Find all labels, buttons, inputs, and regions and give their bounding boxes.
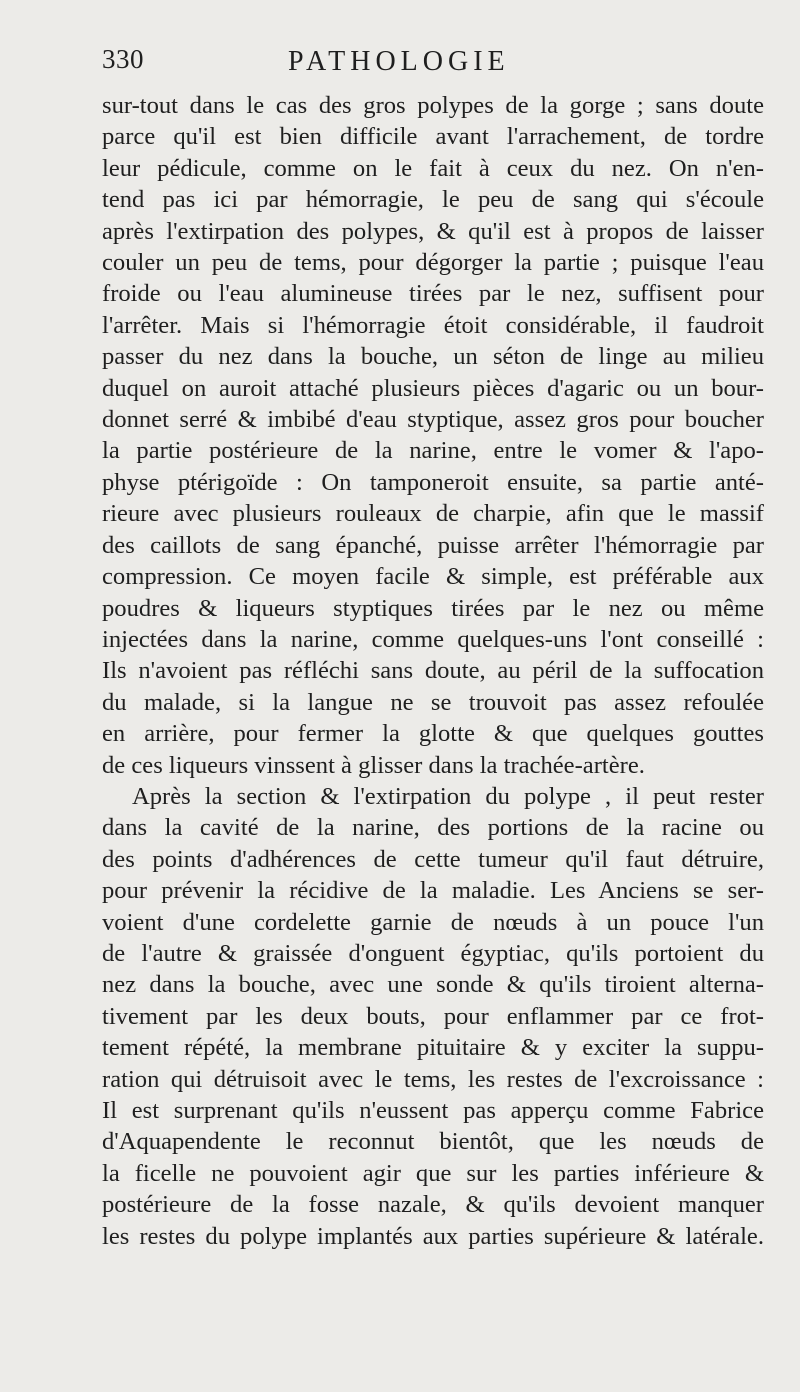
text-line: donnet serré & imbibé d'eau styptique, assez gros pour boucher	[102, 406, 764, 434]
text-line: compression. Ce moyen facile & simple, est préférable aux	[102, 563, 764, 591]
text-line: froide ou l'eau alumineuse tirées par le nez, suffisent pour	[102, 280, 764, 308]
text-line: passer du nez dans la bouche, un séton de linge au milieu	[102, 343, 764, 371]
page-number: 330	[102, 44, 144, 74]
text-line: de ces liqueurs vinssent à glisser dans la trachée-artère.	[102, 751, 645, 779]
page-header	[102, 44, 764, 90]
running-title: PATHOLOGIE	[288, 46, 510, 77]
text-line: du malade, si la langue ne se trouvoit pas assez refoulée	[102, 688, 764, 716]
text-line: duquel on auroit attaché plusieurs pièces d'agaric ou un bour-	[102, 374, 764, 402]
text-line: Il est surprenant qu'ils n'eussent pas apperçu comme Fabrice	[102, 1097, 764, 1124]
text-line: tivement par les deux bouts, pour enflammer par ce frot-	[102, 1002, 764, 1030]
text-line: postérieure de la fosse nazale, & qu'ils devoient manquer	[102, 1191, 764, 1219]
text-line: la partie postérieure de la narine, entre le vomer & l'apo-	[102, 437, 764, 465]
text-line: couler un peu de tems, pour dégorger la partie ; puisque l'eau	[102, 249, 764, 277]
text-line: ration qui détruisoit avec le tems, les restes de l'excroissance :	[102, 1065, 764, 1093]
text-line: poudres & liqueurs styptiques tirées par le nez ou même	[102, 594, 764, 622]
text-line: dans la cavité de la narine, des portions de la racine ou	[102, 814, 764, 842]
text-line: physe ptérigoïde : On tamponeroit ensuite, sa partie anté-	[102, 468, 764, 496]
body-text	[102, 90, 764, 1252]
text-line: des points d'adhérences de cette tumeur qu'il faut détruire,	[102, 845, 764, 873]
paragraph-1	[102, 90, 764, 781]
text-line: sur-tout dans le cas des gros polypes de la gorge ; sans doute	[102, 92, 764, 119]
text-line: d'Aquapendente le reconnut bientôt, que les nœuds de	[102, 1128, 764, 1156]
text-line: pour prévenir la récidive de la maladie. Les Anciens se ser-	[102, 877, 764, 905]
text-line: après l'extirpation des polypes, & qu'il est à propos de laisser	[102, 217, 764, 245]
text-line: injectées dans la narine, comme quelques-uns l'ont conseillé :	[102, 625, 764, 653]
paragraph-2	[102, 781, 764, 1252]
text-line: Après la section & l'extirpation du polype , il peut rester	[132, 782, 764, 810]
text-line: en arrière, pour fermer la glotte & que quelques gouttes	[102, 720, 764, 748]
text-line: tement répété, la membrane pituitaire & y exciter la suppu-	[102, 1034, 764, 1062]
text-line: nez dans la bouche, avec une sonde & qu'ils tiroient alterna-	[102, 971, 764, 999]
text-line: des caillots de sang épanché, puisse arrêter l'hémorragie par	[102, 531, 764, 559]
text-line: rieure avec plusieurs rouleaux de charpie, afin que le massif	[102, 500, 764, 528]
text-line: de l'autre & graissée d'onguent égyptiac, qu'ils portoient du	[102, 939, 764, 967]
text-line: tend pas ici par hémorragie, le peu de sang qui s'écoule	[102, 186, 764, 214]
text-line: Ils n'avoient pas réfléchi sans doute, au péril de la suffocation	[102, 657, 764, 685]
text-line: voient d'une cordelette garnie de nœuds à un pouce l'un	[102, 908, 764, 936]
text-line: l'arrêter. Mais si l'hémorragie étoit considérable, il faudroit	[102, 311, 764, 339]
text-line: la ficelle ne pouvoient agir que sur les parties inférieure &	[102, 1159, 764, 1187]
text-line: leur pédicule, comme on le fait à ceux du nez. On n'en-	[102, 154, 764, 182]
text-line: les restes du polype implantés aux parties supérieure & latérale.	[102, 1222, 764, 1250]
text-line: parce qu'il est bien difficile avant l'arrachement, de tordre	[102, 123, 764, 151]
